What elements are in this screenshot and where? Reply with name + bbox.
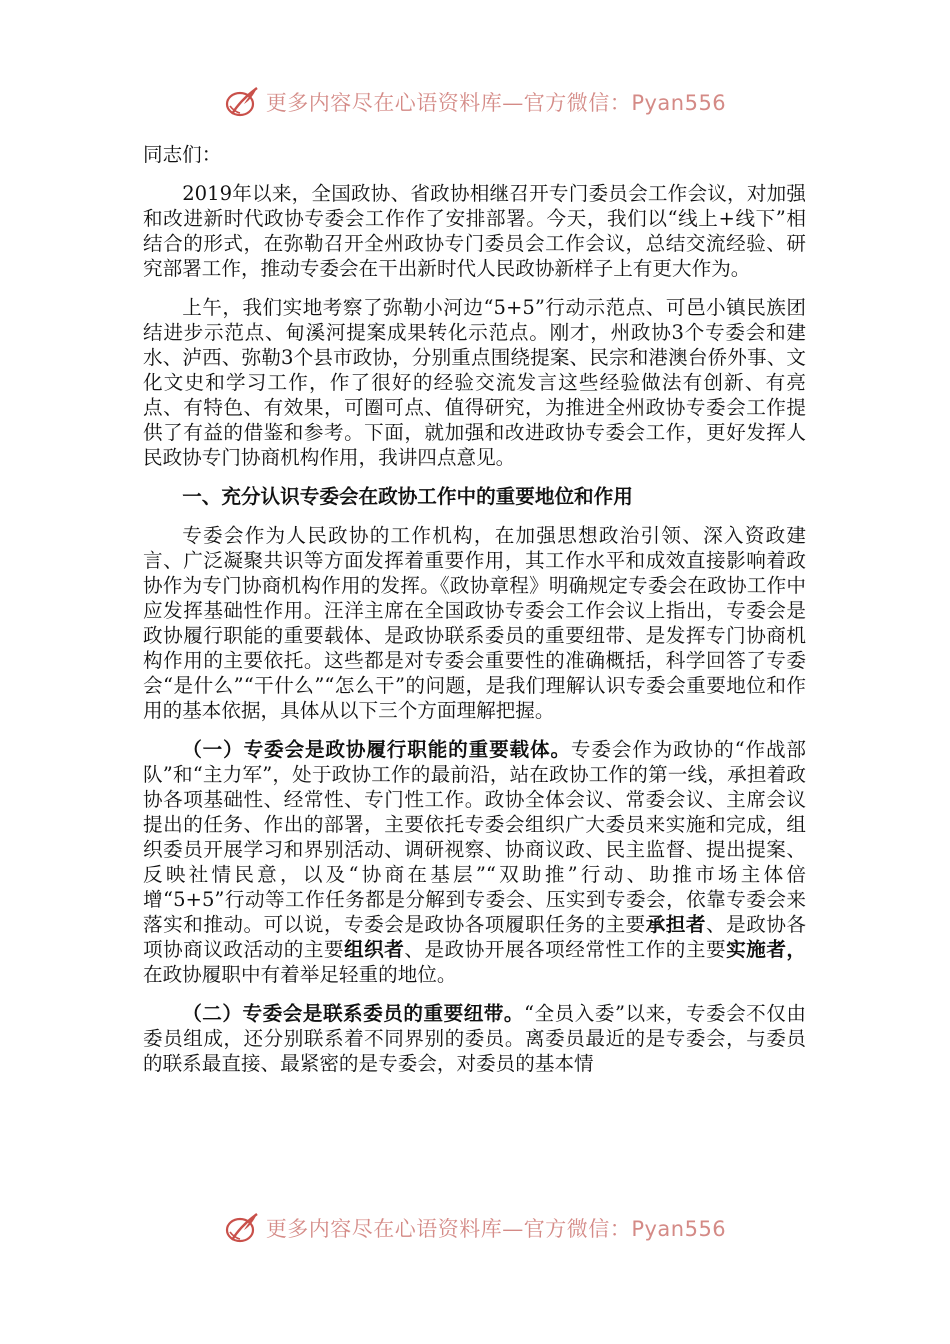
subheading-2: （二）专委会是联系委员的重要纽带。 [182, 1002, 525, 1025]
banner-text: 更多内容尽在心语资料库—官方微信：Pyan556 [265, 91, 727, 115]
subheading-1: （一）专委会是政协履行职能的重要载体。 [182, 738, 571, 761]
paragraph-3: 专委会作为人民政协的工作机构，在加强思想政治引领、深入资政建言、广泛凝聚共识等方面发挥着重要作用，其工作水平和成效直接影响着政协作为专门协商机构作用的发挥。《政协章程》明确规定专委会在政协工作中应发挥基础性作用。汪洋主席在全国政协专委会工作会议上指出，专委会是政协履行职能的重要载体、是政协联系委员的重要纽带、是发挥专门协商机构作用的主要依托。这些都是对专委会重要性的准确概括，科学回答了专委会“是什么”“干什么”“怎么干”的问题，是我们理解认识专委会重要地位和作用的基本依据，具体从以下三个方面理解把握。 [143, 524, 806, 722]
paragraph-2: 上午，我们实地考察了弥勒小河边“5+5”行动示范点、可邑小镇民族团结进步示范点、甸溪河提案成果转化示范点。刚才，州政协3个专委会和建水、泸西、弥勒3个县市政协，分别重点围绕提案、民宗和港澳台侨外事、文化文史和学习工作，作了很好的经验交流发言这些经验做法有创新、有亮点、有特色、有效果，可圈可点、值得研究，为推进全州政协专委会工作提供了有益的借鉴和参考。下面，就加强和改进政协专委会工作，更好发挥人民政协专门协商机构作用，我讲四点意见。 [143, 296, 806, 469]
quill-logo-icon [224, 84, 260, 120]
footer-banner [0, 1210, 950, 1246]
greeting: 同志们： [143, 143, 222, 166]
paragraph-4: （一）专委会是政协履行职能的重要载体。专委会作为政协的“作战部队”和“主力军”，处于政协工作的最前沿，站在政协工作的第一线，承担着政协各项基础性、经常性、专门性工作。政协全体会议、常委会议、主席会议提出的任务、作出的部署，主要依托专委会组织广大委员来实施和完成，组织委员开展学习和界别活动、调研视察、协商议政、民主监督、提出提案、反映社情民意，以及“协商在基层”“双助推”行动、助推市场主体倍增“5+5”行动等工作任务都是分解到专委会、压实到专委会，依靠专委会来落实和推动。可以说，专委会是政协各项履职任务的主要承担者、是政协各项协商议政活动的主要组织者、是政协开展各项经常性工作的主要实施者，在政协履职中有着举足轻重的地位。 [143, 738, 807, 986]
banner-text: 更多内容尽在心语资料库—官方微信：Pyan556 [265, 1217, 727, 1241]
section-heading-1: 一、充分认识专委会在政协工作中的重要地位和作用 [182, 485, 633, 508]
wechat-id: Pyan556 [631, 1217, 727, 1241]
paragraph-5: （二）专委会是联系委员的重要纽带。“全员入委”以来，专委会不仅由委员组成，还分别联系着不同界别的委员。离委员最近的是专委会，与委员的联系最直接、最紧密的是专委会，对委员的基本情 [143, 1002, 806, 1075]
header-banner [0, 84, 950, 120]
quill-logo-icon [224, 1210, 260, 1246]
document-body [143, 142, 806, 1090]
paragraph-1: 2019年以来，全国政协、省政协相继召开专门委员会工作会议，对加强和改进新时代政协专委会工作作了安排部署。今天，我们以“线上+线下”相结合的形式，在弥勒召开全州政协专门委员会工作会议，总结交流经验、研究部署工作，推动专委会在干出新时代人民政协新样子上有更大作为。 [143, 182, 806, 280]
wechat-id: Pyan556 [631, 91, 727, 115]
